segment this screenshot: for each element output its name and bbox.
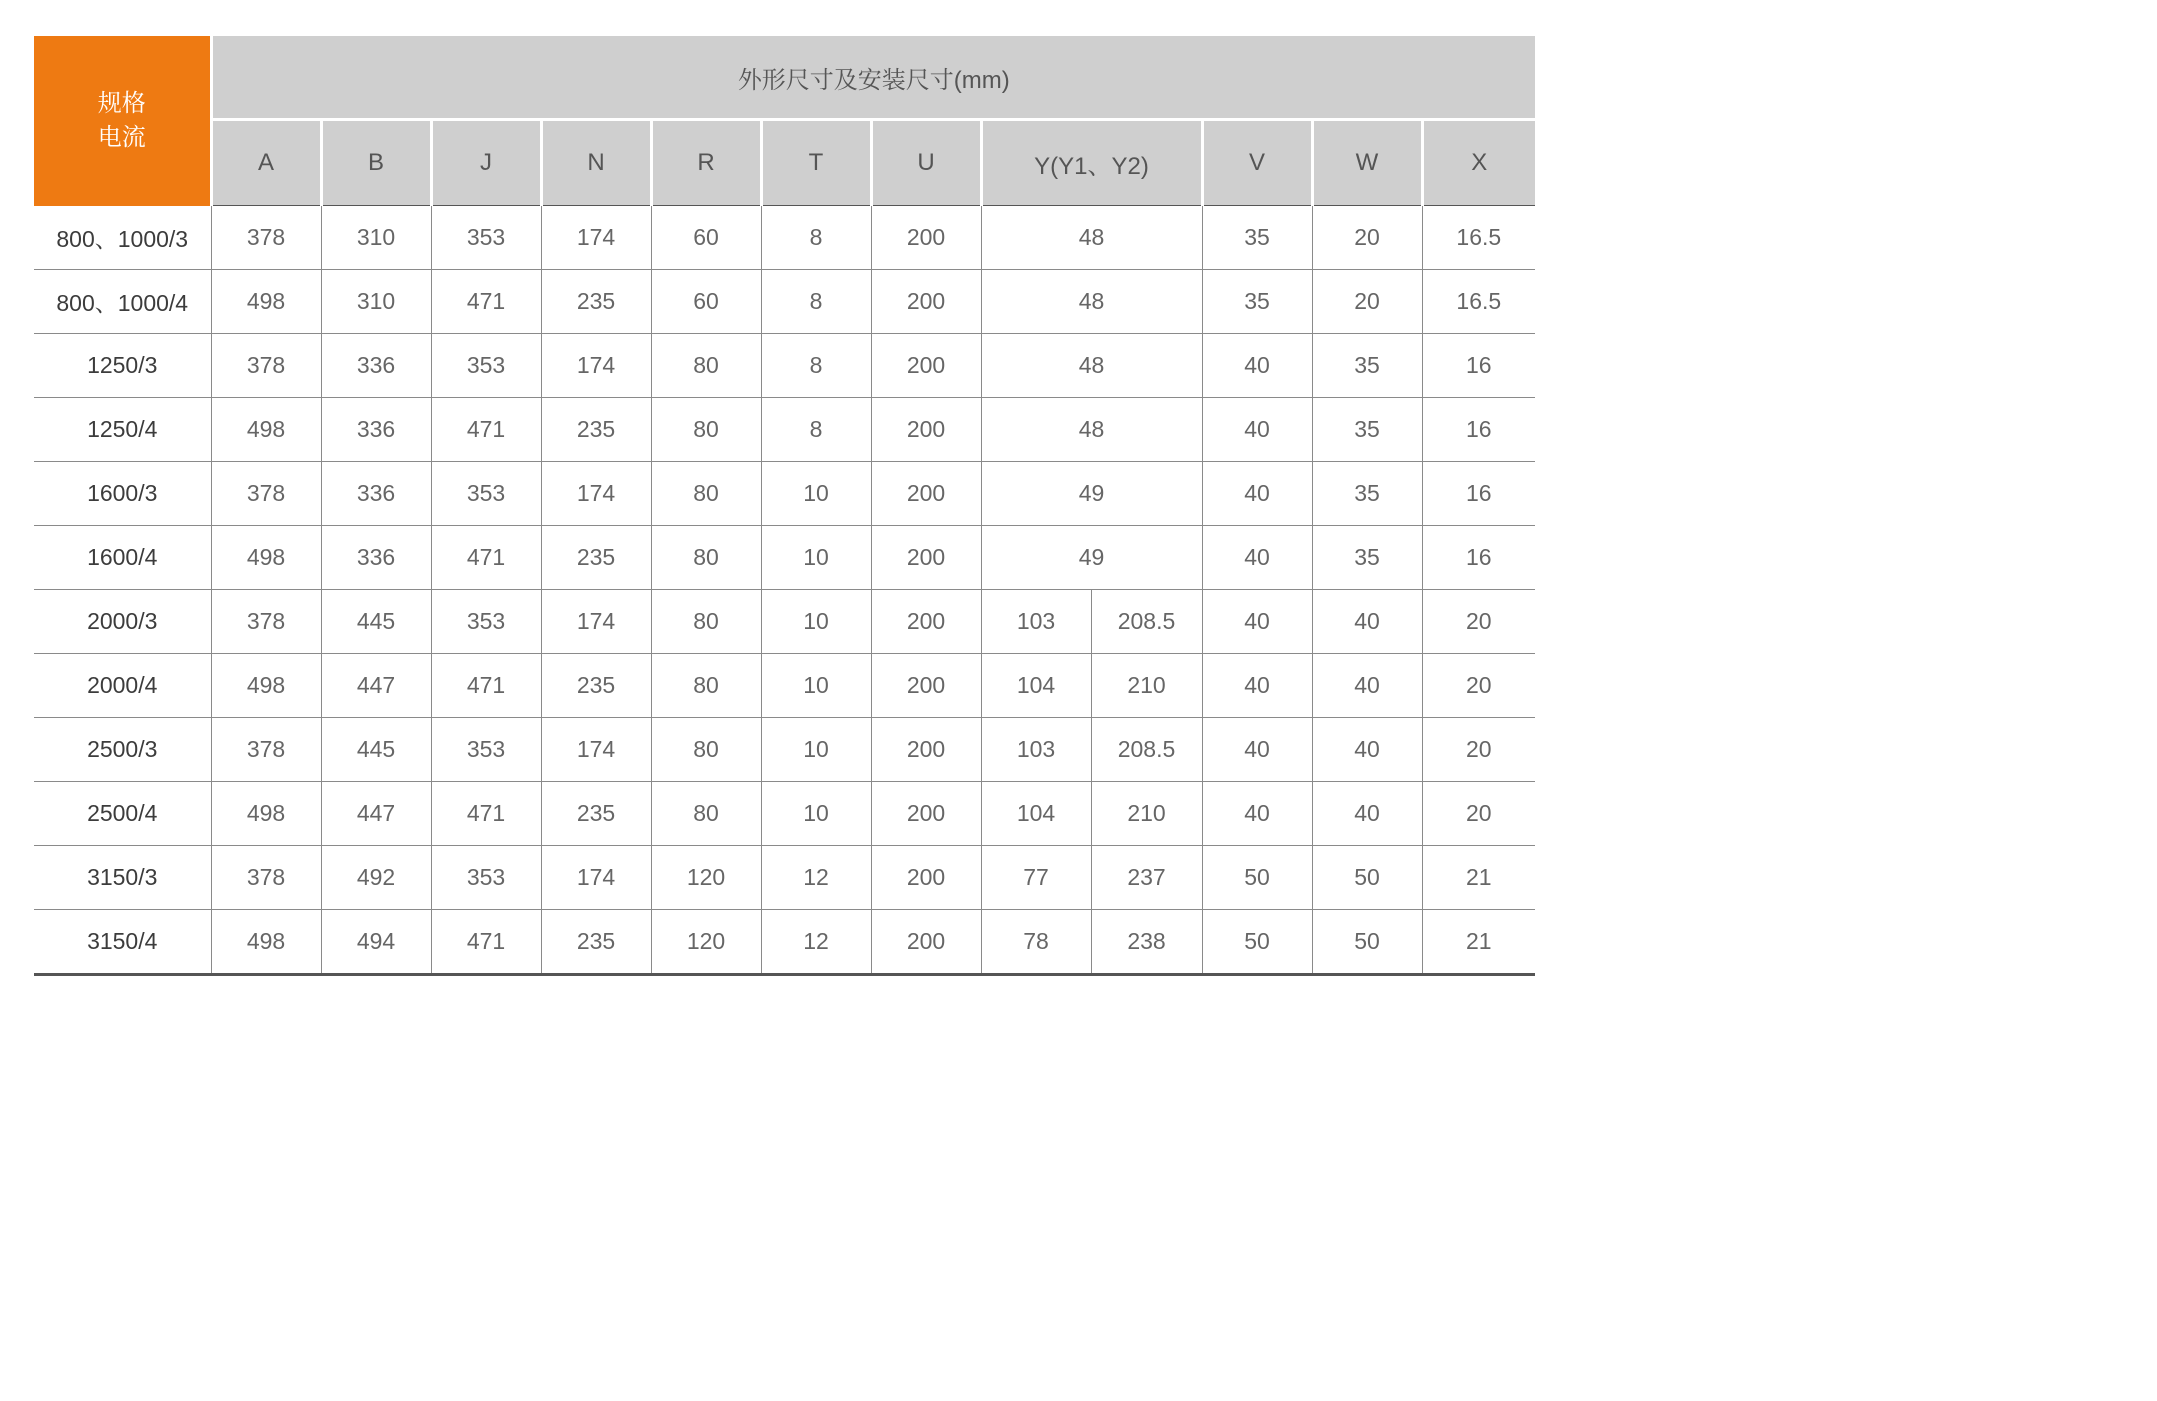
cell-u: 200 [871, 782, 981, 846]
cell-y1: 103 [981, 718, 1091, 782]
dimension-group-header: 外形尺寸及安装尺寸(mm) [211, 36, 1535, 120]
table-row [34, 462, 1535, 526]
cell-j: 353 [431, 590, 541, 654]
cell-a: 498 [211, 398, 321, 462]
spec-cell: 800、1000/3 [34, 206, 211, 270]
cell-b: 336 [321, 334, 431, 398]
cell-v: 40 [1202, 526, 1312, 590]
cell-b: 336 [321, 398, 431, 462]
cell-u: 200 [871, 270, 981, 334]
cell-w: 20 [1312, 206, 1422, 270]
cell-t: 10 [761, 654, 871, 718]
column-header-j: J [431, 120, 541, 206]
cell-a: 498 [211, 654, 321, 718]
cell-v: 40 [1202, 398, 1312, 462]
dimension-table [34, 36, 1535, 976]
dimension-table-container [34, 36, 1535, 976]
cell-j: 353 [431, 718, 541, 782]
cell-r: 80 [651, 590, 761, 654]
cell-x: 16.5 [1422, 206, 1535, 270]
spec-label: 规格 [97, 89, 146, 117]
table-row [34, 782, 1535, 846]
column-header-y: Y(Y1、Y2) [981, 120, 1202, 206]
cell-t: 8 [761, 270, 871, 334]
table-row [34, 398, 1535, 462]
cell-j: 471 [431, 398, 541, 462]
column-header-v: V [1202, 120, 1312, 206]
cell-v: 40 [1202, 462, 1312, 526]
column-header-r: R [651, 120, 761, 206]
cell-u: 200 [871, 846, 981, 910]
cell-r: 60 [651, 206, 761, 270]
table-row [34, 718, 1535, 782]
current-label: 电流 [97, 123, 146, 151]
spec-cell: 2000/4 [34, 654, 211, 718]
cell-x: 20 [1422, 590, 1535, 654]
cell-b: 447 [321, 654, 431, 718]
cell-y: 48 [981, 334, 1202, 398]
cell-b: 494 [321, 910, 431, 975]
cell-t: 12 [761, 846, 871, 910]
cell-j: 471 [431, 526, 541, 590]
cell-u: 200 [871, 206, 981, 270]
cell-u: 200 [871, 910, 981, 975]
cell-r: 80 [651, 718, 761, 782]
cell-a: 498 [211, 910, 321, 975]
cell-n: 174 [541, 206, 651, 270]
cell-a: 378 [211, 334, 321, 398]
cell-r: 80 [651, 334, 761, 398]
cell-r: 80 [651, 526, 761, 590]
cell-t: 8 [761, 206, 871, 270]
cell-w: 40 [1312, 782, 1422, 846]
column-header-t: T [761, 120, 871, 206]
cell-n: 235 [541, 910, 651, 975]
column-header-w: W [1312, 120, 1422, 206]
cell-b: 447 [321, 782, 431, 846]
cell-n: 235 [541, 398, 651, 462]
cell-u: 200 [871, 590, 981, 654]
cell-y1: 77 [981, 846, 1091, 910]
cell-x: 16 [1422, 462, 1535, 526]
spec-current-header [34, 36, 211, 206]
spec-cell: 1600/4 [34, 526, 211, 590]
cell-j: 471 [431, 270, 541, 334]
cell-j: 353 [431, 846, 541, 910]
cell-n: 235 [541, 782, 651, 846]
cell-y: 49 [981, 526, 1202, 590]
cell-x: 16.5 [1422, 270, 1535, 334]
cell-r: 80 [651, 782, 761, 846]
table-row [34, 526, 1535, 590]
column-header-row [34, 120, 1535, 206]
column-header-a: A [211, 120, 321, 206]
cell-v: 40 [1202, 718, 1312, 782]
cell-n: 235 [541, 526, 651, 590]
cell-v: 40 [1202, 590, 1312, 654]
spec-cell: 2500/4 [34, 782, 211, 846]
cell-n: 174 [541, 718, 651, 782]
cell-a: 378 [211, 718, 321, 782]
cell-y2: 208.5 [1091, 590, 1202, 654]
cell-t: 10 [761, 462, 871, 526]
cell-v: 35 [1202, 270, 1312, 334]
cell-a: 378 [211, 590, 321, 654]
cell-b: 445 [321, 590, 431, 654]
cell-t: 10 [761, 782, 871, 846]
spec-cell: 3150/4 [34, 910, 211, 975]
cell-j: 471 [431, 782, 541, 846]
cell-w: 20 [1312, 270, 1422, 334]
cell-u: 200 [871, 462, 981, 526]
cell-t: 10 [761, 590, 871, 654]
cell-a: 378 [211, 846, 321, 910]
cell-n: 235 [541, 270, 651, 334]
cell-v: 50 [1202, 910, 1312, 975]
table-row [34, 590, 1535, 654]
cell-u: 200 [871, 398, 981, 462]
cell-n: 174 [541, 846, 651, 910]
cell-y2: 210 [1091, 654, 1202, 718]
cell-x: 21 [1422, 846, 1535, 910]
column-header-n: N [541, 120, 651, 206]
spec-cell: 1600/3 [34, 462, 211, 526]
cell-j: 353 [431, 334, 541, 398]
cell-w: 50 [1312, 910, 1422, 975]
cell-n: 235 [541, 654, 651, 718]
spec-cell: 1250/4 [34, 398, 211, 462]
cell-u: 200 [871, 654, 981, 718]
cell-r: 80 [651, 654, 761, 718]
cell-y1: 78 [981, 910, 1091, 975]
spec-cell: 2000/3 [34, 590, 211, 654]
cell-y: 48 [981, 270, 1202, 334]
cell-y: 48 [981, 398, 1202, 462]
cell-t: 10 [761, 718, 871, 782]
cell-u: 200 [871, 334, 981, 398]
cell-a: 498 [211, 270, 321, 334]
cell-v: 50 [1202, 846, 1312, 910]
cell-y2: 237 [1091, 846, 1202, 910]
spec-cell: 3150/3 [34, 846, 211, 910]
cell-t: 10 [761, 526, 871, 590]
cell-r: 80 [651, 462, 761, 526]
cell-w: 40 [1312, 654, 1422, 718]
cell-j: 471 [431, 654, 541, 718]
cell-j: 471 [431, 910, 541, 975]
cell-y1: 104 [981, 654, 1091, 718]
cell-a: 498 [211, 526, 321, 590]
cell-r: 60 [651, 270, 761, 334]
cell-x: 16 [1422, 526, 1535, 590]
cell-j: 353 [431, 462, 541, 526]
cell-w: 50 [1312, 846, 1422, 910]
cell-a: 378 [211, 206, 321, 270]
cell-w: 40 [1312, 718, 1422, 782]
cell-t: 8 [761, 334, 871, 398]
cell-v: 35 [1202, 206, 1312, 270]
cell-u: 200 [871, 526, 981, 590]
cell-y: 48 [981, 206, 1202, 270]
cell-w: 35 [1312, 526, 1422, 590]
cell-j: 353 [431, 206, 541, 270]
table-row [34, 846, 1535, 910]
cell-w: 40 [1312, 590, 1422, 654]
cell-x: 21 [1422, 910, 1535, 975]
table-body [34, 206, 1535, 975]
cell-v: 40 [1202, 654, 1312, 718]
spec-cell: 2500/3 [34, 718, 211, 782]
cell-y2: 208.5 [1091, 718, 1202, 782]
table-row [34, 206, 1535, 270]
column-header-u: U [871, 120, 981, 206]
cell-n: 174 [541, 462, 651, 526]
column-header-b: B [321, 120, 431, 206]
cell-t: 8 [761, 398, 871, 462]
cell-w: 35 [1312, 334, 1422, 398]
cell-x: 20 [1422, 654, 1535, 718]
table-header [34, 36, 1535, 206]
table-row [34, 654, 1535, 718]
cell-v: 40 [1202, 334, 1312, 398]
cell-x: 16 [1422, 334, 1535, 398]
cell-a: 498 [211, 782, 321, 846]
spec-cell: 800、1000/4 [34, 270, 211, 334]
cell-w: 35 [1312, 462, 1422, 526]
cell-a: 378 [211, 462, 321, 526]
cell-x: 20 [1422, 718, 1535, 782]
cell-n: 174 [541, 334, 651, 398]
cell-w: 35 [1312, 398, 1422, 462]
cell-x: 16 [1422, 398, 1535, 462]
table-row [34, 910, 1535, 975]
cell-n: 174 [541, 590, 651, 654]
cell-y2: 238 [1091, 910, 1202, 975]
spec-cell: 1250/3 [34, 334, 211, 398]
cell-b: 310 [321, 270, 431, 334]
cell-b: 445 [321, 718, 431, 782]
table-row [34, 334, 1535, 398]
cell-b: 336 [321, 526, 431, 590]
cell-y2: 210 [1091, 782, 1202, 846]
cell-b: 492 [321, 846, 431, 910]
cell-r: 120 [651, 910, 761, 975]
cell-x: 20 [1422, 782, 1535, 846]
cell-v: 40 [1202, 782, 1312, 846]
cell-y1: 103 [981, 590, 1091, 654]
column-header-x: X [1422, 120, 1535, 206]
cell-b: 310 [321, 206, 431, 270]
table-row [34, 270, 1535, 334]
cell-u: 200 [871, 718, 981, 782]
cell-t: 12 [761, 910, 871, 975]
cell-b: 336 [321, 462, 431, 526]
cell-r: 120 [651, 846, 761, 910]
cell-r: 80 [651, 398, 761, 462]
cell-y1: 104 [981, 782, 1091, 846]
cell-y: 49 [981, 462, 1202, 526]
